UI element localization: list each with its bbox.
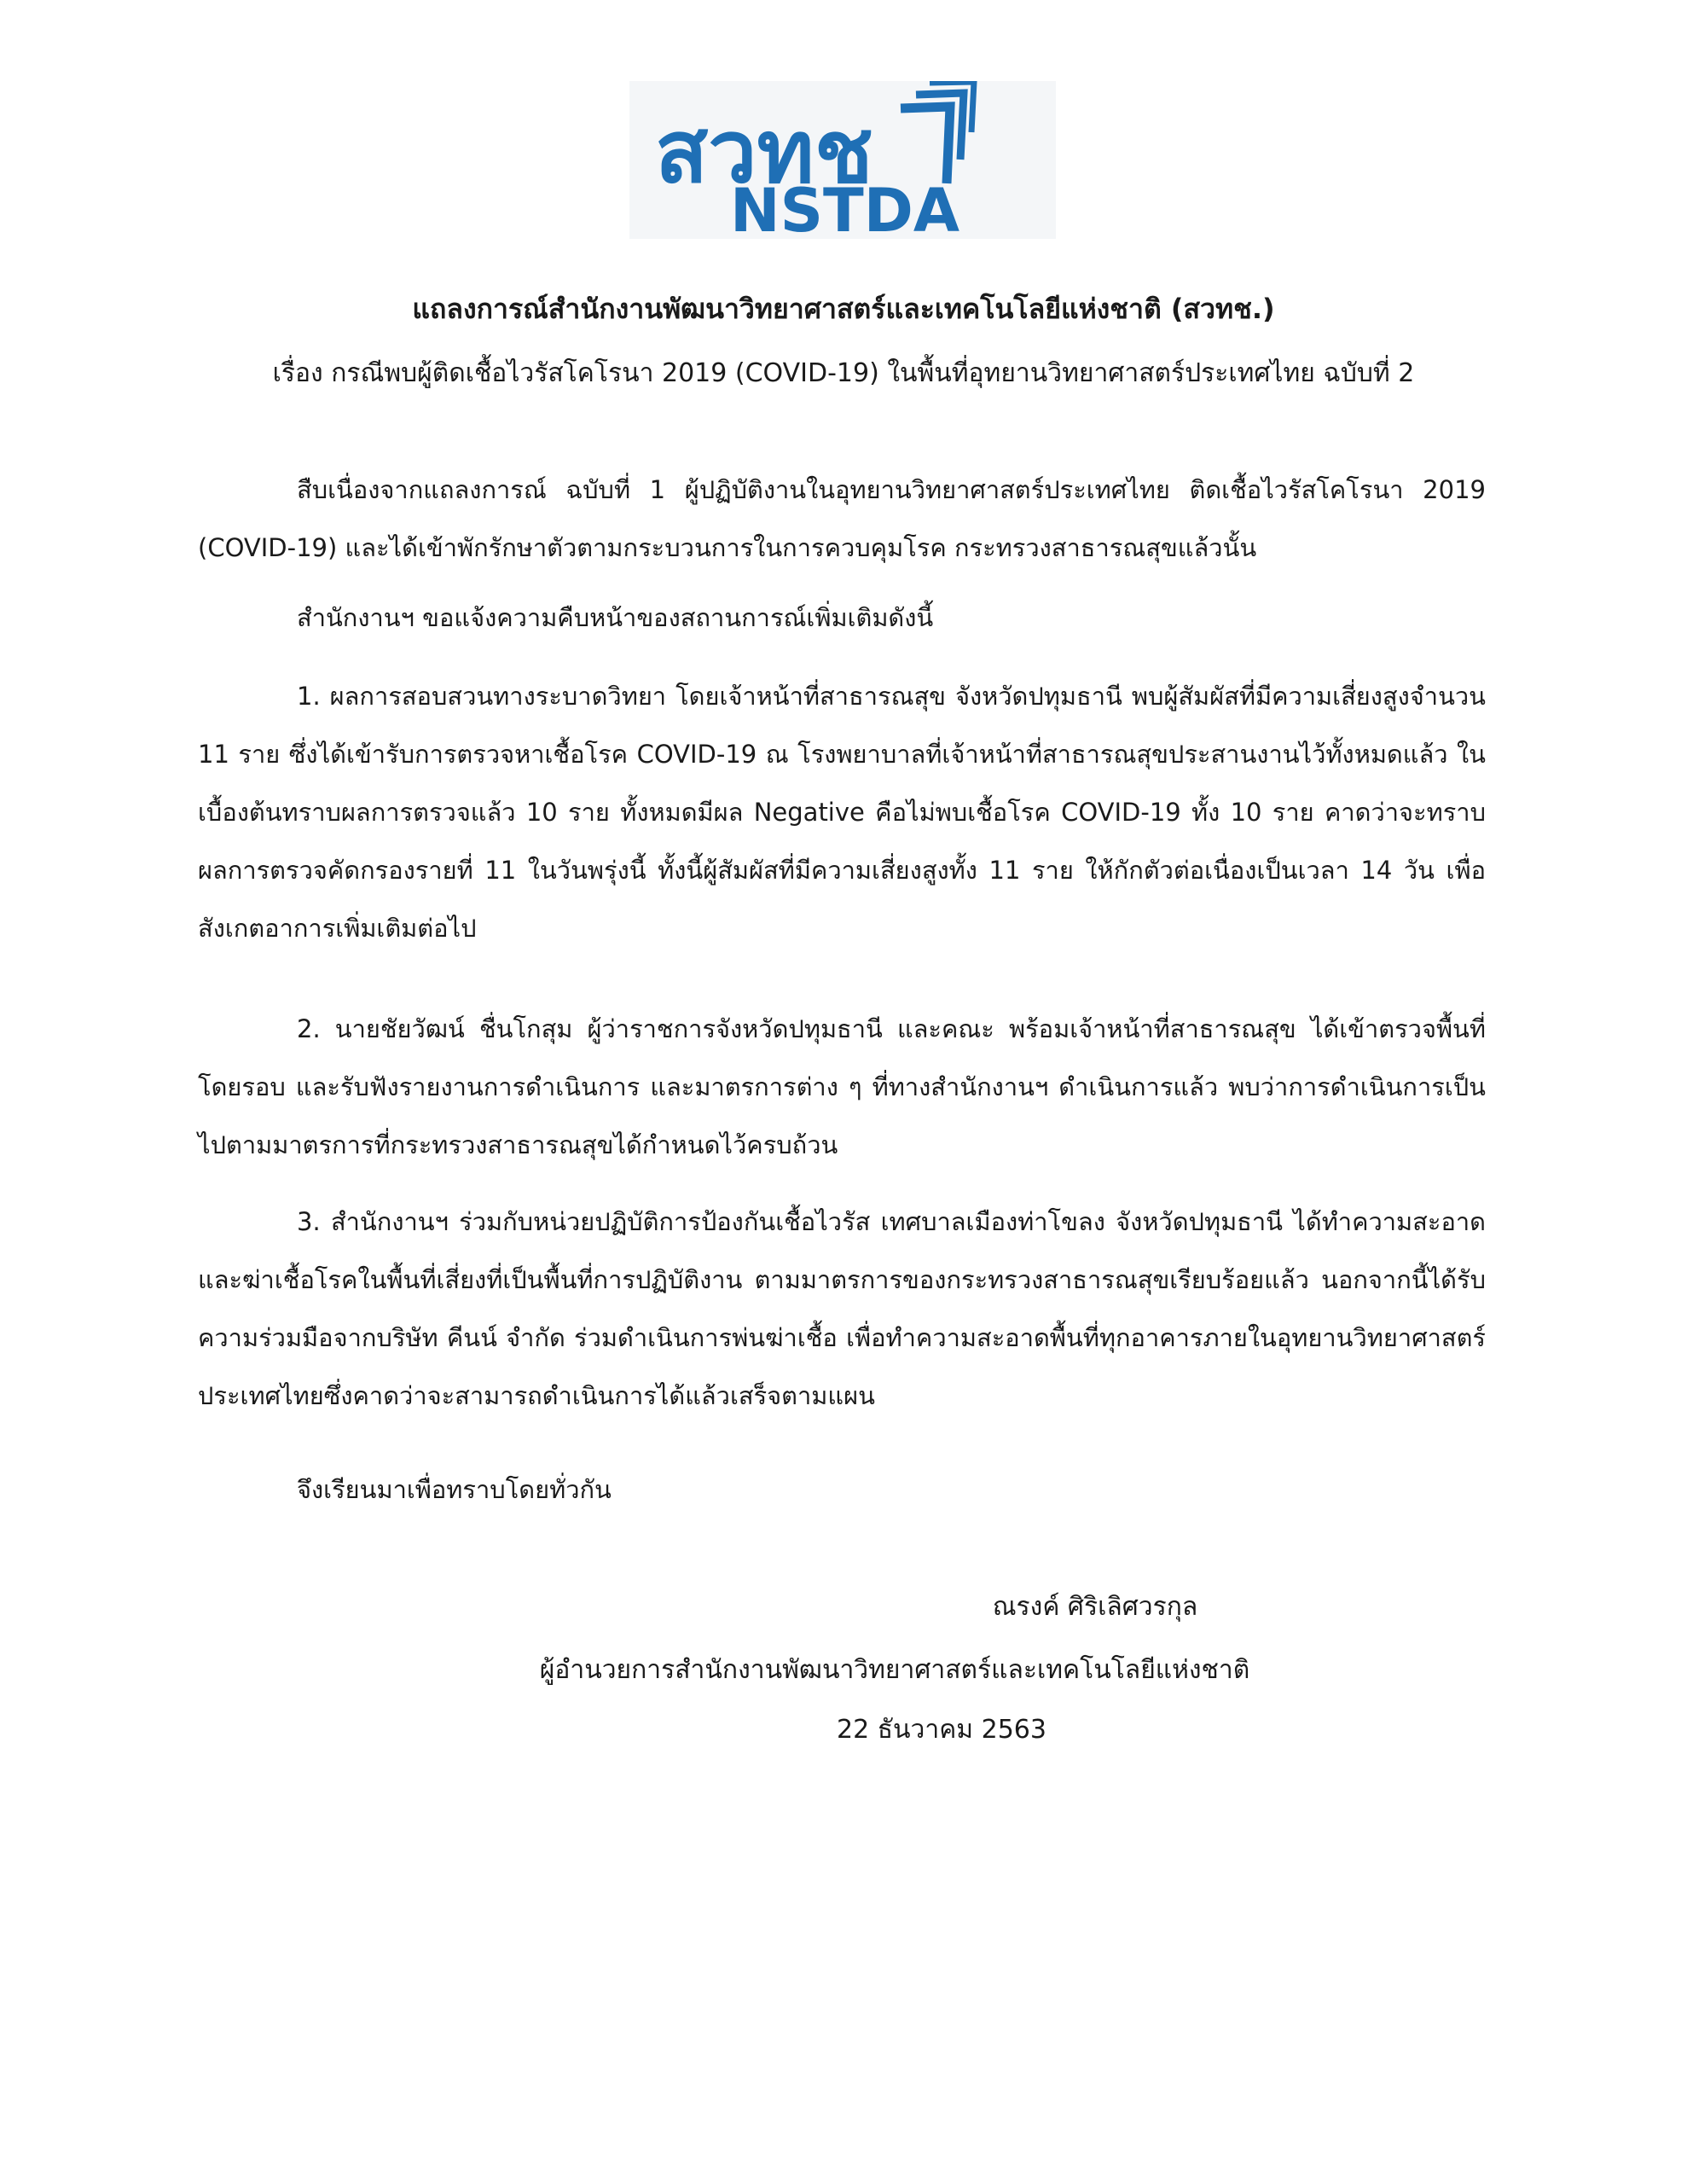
signatory-name: ณรงค์ ศิริเลิศวรกุล	[992, 1592, 1198, 1622]
item-2-paragraph: 2. นายชัยวัฒน์ ชื่นโกสุม ผู้ว่าราชการจังหวัดปทุมธานี และคณะ พร้อมเจ้าหน้าที่สาธารณสุข ได้เข้าตรวจพื้นที่โดยรอบ และรับฟังรายงานการดำเนินการ และมาตรการต่าง ๆ ที่ทางสำนักงานฯ ดำเนินการแล้ว พบว่าการดำเนินการเป็นไปตามมาตรการที่กระทรวงสาธารณสุขได้กำหนดไว้ครบถ้วน	[198, 1014, 1486, 1159]
statement-title: แถลงการณ์สำนักงานพัฒนาวิทยาศาสตร์และเทคโนโลยีแห่งชาติ (สวทช.)	[412, 293, 1275, 325]
logo-latin-text: NSTDA	[730, 176, 960, 239]
item-1-paragraph: 1. ผลการสอบสวนทางระบาดวิทยา โดยเจ้าหน้าที่สาธารณสุข จังหวัดปทุมธานี พบผู้สัมผัสที่มีความเสี่ยงสูงจำนวน 11 ราย ซึ่งได้เข้ารับการตรวจหาเชื้อโรค COVID-19 ณ โรงพยาบาลที่เจ้าหน้าที่สาธารณสุขประสานงานไว้ทั้งหมดแล้ว ในเบื้องต้นทราบผลการตรวจแล้ว 10 ราย ทั้งหมดมีผล Negative คือไม่พบเชื้อโรค COVID-19 ทั้ง 10 ราย คาดว่าจะทราบผลการตรวจคัดกรองรายที่ 11 ในวันพรุ่งนี้ ทั้งนี้ผู้สัมผัสที่มีความเสี่ยงสูงทั้ง 11 ราย ให้กักตัวต่อเนื่องเป็นเวลา 14 วัน เพื่อสังเกตอาการเพิ่มเติมต่อไป	[198, 682, 1486, 943]
notice-paragraph: สำนักงานฯ ขอแจ้งความคืบหน้าของสถานการณ์เพิ่มเติมดังนี้	[297, 603, 934, 632]
signatory-position: ผู้อำนวยการสำนักงานพัฒนาวิทยาศาสตร์และเทคโนโลยีแห่งชาติ	[539, 1655, 1250, 1685]
nstda-logo	[629, 81, 1056, 239]
item-3-paragraph: 3. สำนักงานฯ ร่วมกับหน่วยปฏิบัติการป้องกันเชื้อไวรัส เทศบาลเมืองท่าโขลง จังหวัดปทุมธานี ได้ทำความสะอาด และฆ่าเชื้อโรคในพื้นที่เสี่ยงที่เป็นพื้นที่การปฏิบัติงาน ตามมาตรการของกระทรวงสาธารณสุขเรียบร้อยแล้ว นอกจากนี้ได้รับความร่วมมือจากบริษัท คีนน์ จำกัด ร่วมดำเนินการพ่นฆ่าเชื้อ เพื่อทำความสะอาดพื้นที่ทุกอาคารภายในอุทยานวิทยาศาสตร์ประเทศไทยซึ่งคาดว่าจะสามารถดำเนินการได้แล้วเสร็จตามแผน	[198, 1207, 1486, 1410]
nstda-logo-graphic	[629, 81, 1056, 239]
intro-paragraph: สืบเนื่องจากแถลงการณ์ ฉบับที่ 1 ผู้ปฏิบัติงานในอุทยานวิทยาศาสตร์ประเทศไทย ติดเชื้อไวรัสโคโรนา 2019 (COVID-19) และได้เข้าพักรักษาตัวตามกระบวนการในการควบคุมโรค กระทรวงสาธารณสุขแล้วนั้น	[198, 475, 1486, 562]
statement-date: 22 ธันวาคม 2563	[837, 1715, 1046, 1745]
closing-paragraph: จึงเรียนมาเพื่อทราบโดยทั่วกัน	[297, 1475, 612, 1504]
statement-subject: เรื่อง กรณีพบผู้ติดเชื้อไวรัสโคโรนา 2019 (COVID-19) ในพื้นที่อุทยานวิทยาศาสตร์ประเทศไทย ฉบับที่ 2	[272, 358, 1415, 388]
logo-thai-text: สวทช	[655, 102, 873, 203]
